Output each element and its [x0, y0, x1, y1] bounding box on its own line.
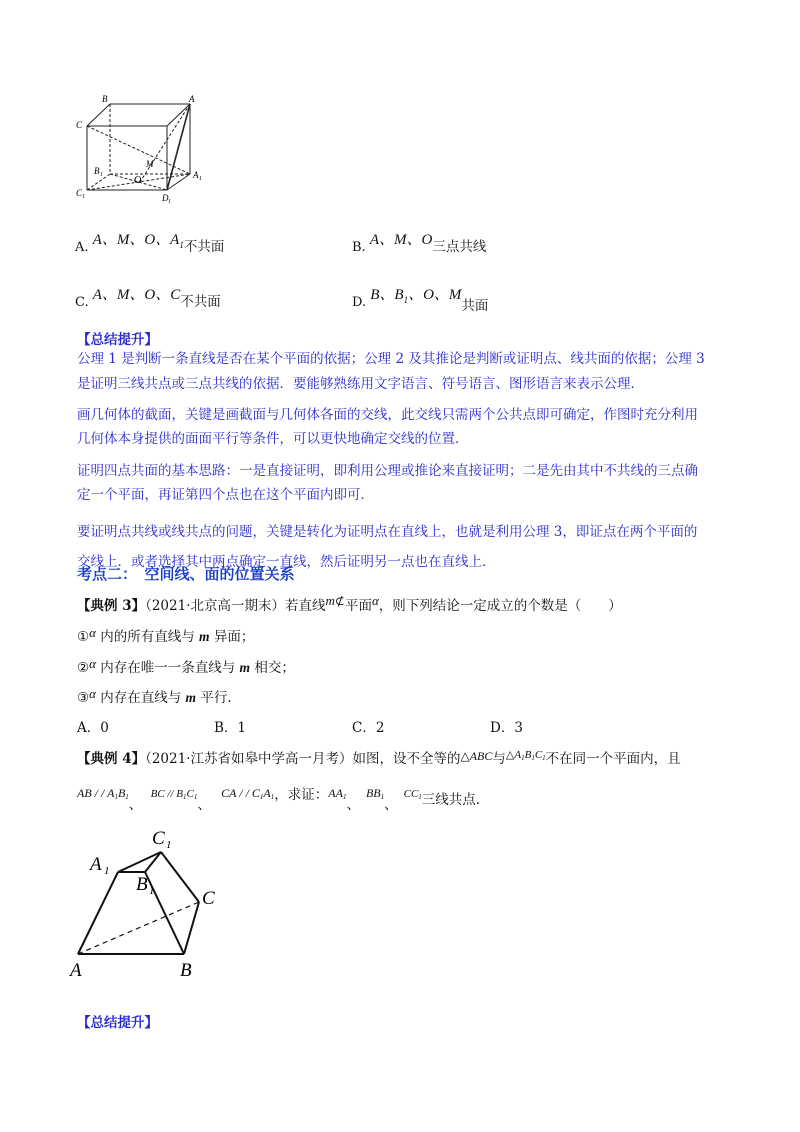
- frustum-label-B1: B: [136, 874, 148, 895]
- item-3-num: ③: [77, 690, 90, 706]
- item-2-text2: 相交；: [250, 660, 295, 676]
- option-c: [75, 287, 221, 311]
- example-4-after: 不在同一个平面内，且: [545, 751, 681, 767]
- item-2-text1: 内存在唯一一条直线与: [95, 660, 240, 676]
- example-3-source: （2021·北京高一期末）若直线: [145, 598, 326, 614]
- frustum-label-C1: C: [152, 828, 165, 849]
- example-3-plane: 平面: [344, 598, 372, 614]
- cube-label-D1: D: [162, 193, 169, 203]
- item-1-m: m: [199, 629, 210, 644]
- option-d-prefix: D.: [352, 295, 367, 310]
- triangle-b1: B: [524, 749, 532, 761]
- cond-3-sub-a: 1: [259, 793, 264, 801]
- cube-figure: [72, 92, 212, 207]
- option-c-prefix: C.: [75, 295, 89, 310]
- example-4-stem: [77, 747, 681, 767]
- cond-3-sub-b: 1: [270, 793, 275, 801]
- cube-label-C: C: [76, 120, 83, 130]
- cube-label-B: B: [102, 94, 108, 104]
- line-bb1-sub: 1: [380, 793, 385, 801]
- item-3-text1: 内存在直线与: [95, 690, 186, 706]
- line-cc1: CC: [403, 788, 419, 800]
- cube-label-O: O: [134, 175, 142, 186]
- frustum-label-A1: A: [90, 854, 102, 875]
- cond-1: AB / / A: [77, 786, 115, 800]
- sep-1: 、: [128, 797, 143, 813]
- cube-label-B1: B: [94, 166, 100, 176]
- item-3-alpha: α: [89, 686, 96, 701]
- example-3-option-d: D．3: [490, 720, 523, 736]
- example-4-tag: 【典例 4】: [77, 751, 146, 767]
- option-c-text: 不共面: [180, 294, 221, 310]
- cond-1-sub-b: 1: [125, 793, 129, 801]
- option-d-math2: 、O、M: [408, 287, 462, 303]
- triangle-a1-sub: 1: [521, 754, 525, 762]
- option-d-math: B、B: [370, 287, 404, 303]
- example-3-rest: ，则下列结论一定成立的个数是（ ）: [378, 598, 622, 614]
- option-d: [352, 287, 489, 314]
- triangle-abc: △ABC: [460, 749, 493, 763]
- summary-heading-1: 【总结提升】: [77, 332, 158, 348]
- sep-2: 、: [197, 797, 211, 813]
- cond-2: BC // B: [150, 788, 183, 800]
- line-aa1: AA: [328, 786, 343, 800]
- summary-1-body: [77, 345, 727, 577]
- summary-1-line-6: 定一个平面，再证第四个点也在这个平面内即可．: [77, 487, 374, 503]
- example-3-option-a: A．0: [77, 720, 109, 736]
- option-b-prefix: B.: [352, 240, 366, 255]
- example-3-m: m: [325, 593, 335, 608]
- summary-1-line-5: 证明四点共面的基本思路：一是直接证明，即利用公理或推论来直接证明；二是先由其中不共线的三点确: [77, 463, 698, 479]
- cond-1-b: B: [117, 786, 126, 800]
- example-3-stem: [77, 594, 622, 614]
- triangle-b1-sub: 1: [531, 754, 535, 762]
- example-4-conditions: [77, 783, 490, 813]
- example-4-source: （2021·江苏省如皋中学高一月考）如图，设不全等的: [145, 751, 461, 767]
- line-cc1-sub: 1: [418, 793, 422, 801]
- example-4-conj: 与: [492, 751, 506, 767]
- sep-3: 、: [346, 797, 360, 813]
- cond-2-sub-a: 1: [182, 793, 187, 801]
- cube-label-D1-sub: 1: [168, 199, 171, 205]
- option-d-sub: 1: [403, 295, 409, 305]
- item-1-alpha: α: [89, 625, 96, 640]
- summary-1-line-3: 画几何体的截面，关键是画截面与几何体各面的交线，此交线只需两个公共点即可确定，作图时充分利用: [77, 407, 698, 423]
- item-2-m: m: [239, 660, 251, 675]
- option-b-text: 三点共线: [432, 239, 487, 255]
- option-c-math: A、M、O、C: [92, 287, 181, 303]
- example-3-alpha: α: [371, 593, 379, 608]
- summary-1-line-8: 交线上．或者选择其中两点确定一直线，然后证明另一点也在直线上．: [77, 554, 496, 570]
- cube-label-M: M: [146, 159, 154, 169]
- cube-label-C1-sub: 1: [82, 194, 85, 200]
- option-a: [75, 232, 225, 256]
- frustum-figure: [66, 822, 236, 987]
- triangle-c1: C: [534, 749, 543, 761]
- example-3-item-3: [77, 686, 241, 706]
- prove-text: ，求证：: [274, 787, 329, 803]
- example-4-tail: 三线共点．: [421, 792, 490, 808]
- item-1-text1: 内的所有直线与: [95, 629, 200, 645]
- triangle-a1b1c1: △A: [505, 749, 522, 761]
- example-3-item-2: [77, 656, 295, 676]
- cond-3: CA / / C: [221, 786, 260, 800]
- option-a-sub: 1: [179, 240, 184, 250]
- cube-label-B1-sub: 1: [100, 172, 103, 178]
- frustum-label-A1-sub: 1: [104, 865, 110, 877]
- example-3-item-1: [77, 625, 254, 645]
- cond-2-sub-b: 1: [193, 793, 198, 801]
- option-d-text: 共面: [461, 298, 489, 314]
- example-3-notsubset: ⊄: [334, 594, 345, 608]
- option-a-math: A、M、O、A: [92, 232, 180, 248]
- line-bb1: BB: [365, 786, 381, 800]
- option-a-prefix: A.: [75, 240, 89, 255]
- triangle-c1-sub: 1: [542, 754, 546, 762]
- frustum-label-A: A: [70, 960, 82, 981]
- summary-1-line-4: 几何体本身提供的面面平行等条件，可以更快地确定交线的位置．: [77, 431, 469, 447]
- cond-2-b: C: [186, 788, 194, 800]
- cond-1-sub-a: 1: [114, 793, 118, 801]
- frustum-label-C: C: [202, 888, 215, 909]
- cube-label-C1: C: [76, 188, 83, 198]
- frustum-label-B1-sub: 1: [149, 885, 155, 897]
- line-aa1-sub: 1: [342, 793, 347, 801]
- cube-label-A1: A: [193, 170, 199, 180]
- cube-label-A1-sub: 1: [199, 176, 202, 182]
- section-title: 考点二： 空间线、面的位置关系: [77, 565, 295, 583]
- example-3-option-c: C．2: [352, 720, 385, 736]
- item-3-m: m: [185, 690, 197, 705]
- frustum-label-B: B: [180, 960, 192, 981]
- cond-3-b: A: [263, 786, 271, 800]
- item-1-text2: 异面；: [209, 629, 255, 645]
- example-3-tag: 【典例 3】: [77, 598, 146, 614]
- item-2-alpha: α: [89, 656, 96, 671]
- item-3-text2: 平行．: [196, 690, 241, 706]
- item-1-num: ①: [77, 629, 90, 645]
- example-3-option-b: B．1: [214, 720, 247, 736]
- sep-4: 、: [384, 797, 398, 813]
- summary-heading-2: 【总结提升】: [77, 1015, 158, 1031]
- option-b: [352, 232, 487, 256]
- summary-1-line-7: 要证明点共线或线共点的问题，关键是转化为证明点在直线上，也就是利用公理 3，即证点在两个平面的: [77, 524, 698, 540]
- cube-label-A: A: [189, 94, 195, 104]
- frustum-label-C1-sub: 1: [166, 839, 172, 851]
- option-b-math: A、M、O: [369, 232, 433, 248]
- summary-1-line-1: 公理 1 是判断一条直线是否在某个平面的依据；公理 2 及其推论是判断或证明点、线共面的依据；公理 3: [77, 351, 705, 367]
- summary-1-line-2: 是证明三线共点或三点共线的依据．要能够熟练用文字语言、符号语言、图形语言来表示公理．: [77, 376, 644, 392]
- item-2-num: ②: [77, 660, 90, 676]
- option-a-text: 不共面: [183, 239, 225, 255]
